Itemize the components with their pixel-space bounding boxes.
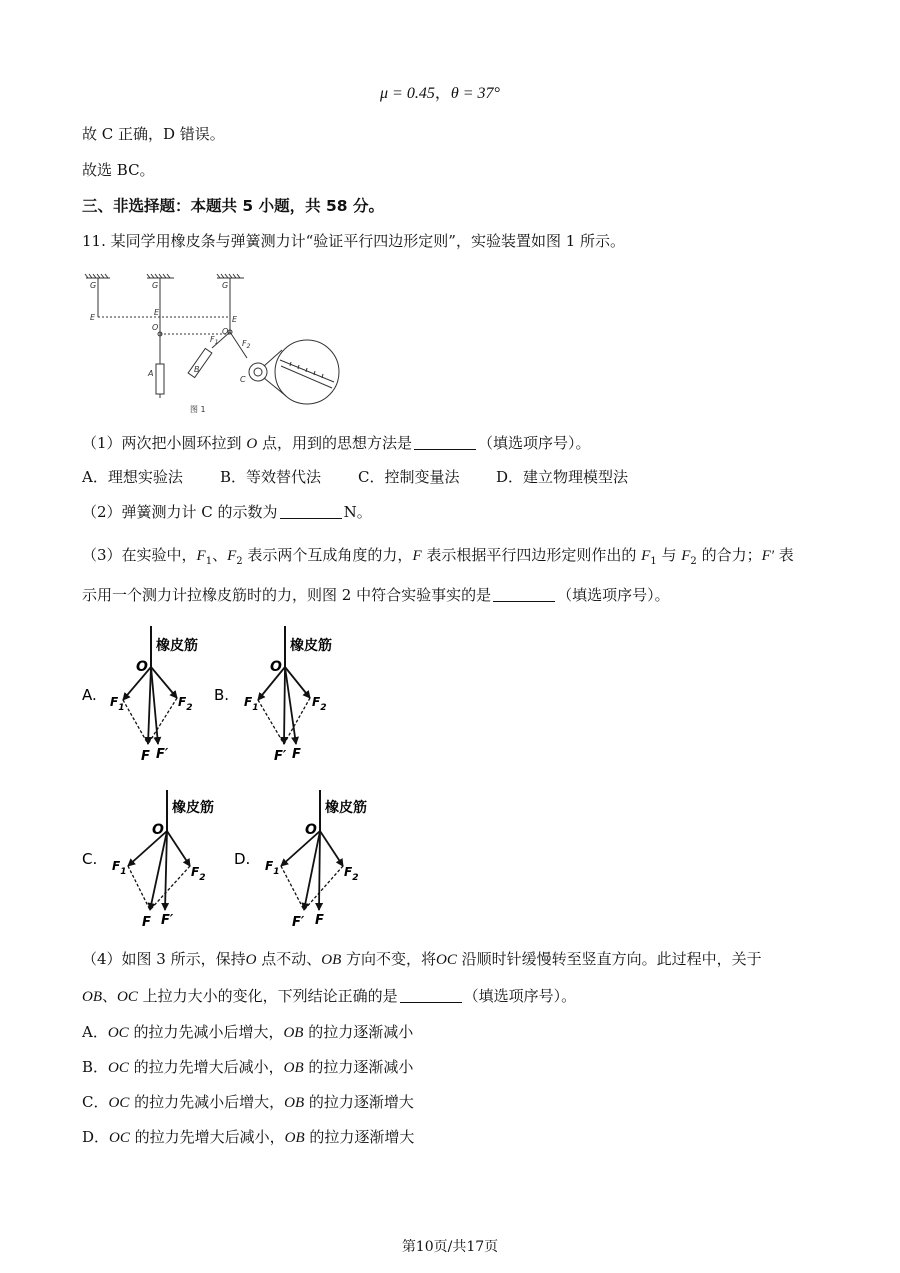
q2-answer-blank[interactable] [280, 504, 342, 519]
option-b-letter: B. [214, 686, 230, 704]
svg-text:F2: $F_2$ [178, 695, 193, 713]
conclusion-choose-bc: 故选 BC。 [82, 161, 155, 179]
label-e2: E [154, 308, 160, 317]
q1-option-d[interactable]: D．建立物理模型法 [496, 468, 629, 486]
svg-text:F2: $F_2$ [191, 865, 206, 883]
svg-text:F′: F′ [156, 747, 169, 762]
q4-option-c[interactable]: C．OC 的拉力先减小后增大，OB 的拉力逐渐增大 [82, 1093, 414, 1111]
option-a-diagram[interactable] [82, 626, 198, 764]
label-g2: G [152, 281, 159, 290]
figure-2-options [78, 622, 398, 932]
option-a-letter: A. [82, 686, 97, 704]
svg-text:F′: F′ [274, 749, 287, 764]
formula-line [380, 83, 500, 104]
label-o2: O [222, 327, 229, 336]
q1-option-b[interactable]: B．等效替代法 [220, 468, 322, 486]
svg-text:橡皮筋: 橡皮筋 [172, 800, 214, 816]
svg-text:F2: $F_2$ [344, 865, 359, 883]
q4-stem-line1: （4）如图 3 所示，保持O 点不动、OB 方向不变，将OC 沿顺时针缓慢转至竖直方向。此过程中，关于 [82, 950, 762, 968]
svg-text:橡皮筋: 橡皮筋 [325, 800, 367, 816]
label-g1: G [90, 281, 97, 290]
svg-text:F: F [142, 915, 151, 930]
q4-option-a[interactable]: A．OC 的拉力先减小后增大，OB 的拉力逐渐减小 [82, 1023, 414, 1041]
conclusion-c-correct: 故 C 正确，D 错误。 [82, 125, 225, 143]
point-o: O [246, 436, 258, 452]
label-a: A [148, 369, 154, 378]
svg-text:橡皮筋: 橡皮筋 [156, 638, 198, 654]
label-b: B [194, 365, 200, 374]
svg-text:F′: F′ [292, 915, 305, 930]
label-e3: E [232, 315, 238, 324]
q3-stem-line1: （3）在实验中，$F_1$、$F_2$ 表示两个互成角度的力，F 表示根据平行四边形定则作出的 $F_1$ 与 $F_2$ 的合力；F′ 表 [82, 546, 794, 567]
q3-stem-line2: 示用一个测力计拉橡皮筋时的力，则图 2 中符合实验事实的是 （填选项序号）。 [82, 586, 670, 604]
figure-1-apparatus [82, 272, 352, 418]
svg-text:F1: $F_1$ [265, 859, 280, 877]
q4-option-d[interactable]: D．OC 的拉力先增大后减小，OB 的拉力逐渐增大 [82, 1128, 415, 1146]
svg-text:O: O [136, 659, 148, 675]
svg-text:O: O [152, 822, 164, 838]
option-c-letter: C. [82, 850, 98, 868]
q1-answer-blank[interactable] [414, 435, 476, 450]
option-d-diagram[interactable] [234, 790, 367, 930]
q4-option-b[interactable]: B．OC 的拉力先增大后减小，OB 的拉力逐渐减小 [82, 1058, 414, 1076]
svg-text:橡皮筋: 橡皮筋 [290, 638, 332, 654]
svg-text:O: O [305, 822, 317, 838]
figure-1-caption: 图 1 [190, 405, 206, 414]
mu-value: μ = 0.45 [380, 85, 435, 102]
label-f2: $F_2$ [242, 339, 251, 350]
label-g3: G [222, 281, 229, 290]
formula-separator: ， [434, 83, 451, 102]
q1-option-a[interactable]: A．理想实验法 [82, 468, 183, 486]
svg-text:F′: F′ [161, 913, 174, 928]
q4-answer-blank[interactable] [400, 988, 462, 1003]
page-footer: 第10页/共17页 [401, 1239, 499, 1255]
svg-text:F: F [315, 913, 324, 928]
svg-text:F: F [141, 749, 150, 764]
q1-stem: （1）两次把小圆环拉到 O 点，用到的思想方法是 （填选项序号）。 [82, 434, 591, 452]
option-d-letter: D. [234, 850, 251, 868]
svg-text:F1: $F_1$ [244, 695, 259, 713]
svg-text:F1: $F_1$ [110, 695, 125, 713]
section-heading: 三、非选择题：本题共 5 小题，共 58 分。 [82, 197, 384, 215]
option-b-diagram[interactable] [214, 626, 332, 764]
q3-answer-blank[interactable] [493, 587, 555, 602]
theta-value: θ = 37° [450, 85, 500, 102]
q4-stem-line2: OB、OC 上拉力大小的变化，下列结论正确的是 （填选项序号）。 [82, 987, 577, 1005]
svg-text:F: F [292, 747, 301, 762]
label-f1: $F_1$ [210, 335, 219, 346]
label-o1: O [152, 323, 159, 332]
svg-text:F1: $F_1$ [112, 859, 127, 877]
label-e1: E [90, 313, 96, 322]
question-11-stem: 11. 某同学用橡皮条与弹簧测力计“验证平行四边形定则”，实验装置如图 1 所示。 [82, 232, 626, 250]
option-c-diagram[interactable] [82, 790, 214, 930]
q2-stem: （2）弹簧测力计 C 的示数为 N。 [82, 503, 372, 521]
svg-text:O: O [270, 659, 282, 675]
svg-text:F2: $F_2$ [312, 695, 327, 713]
label-c: C [240, 375, 246, 384]
q1-option-c[interactable]: C．控制变量法 [358, 468, 460, 486]
